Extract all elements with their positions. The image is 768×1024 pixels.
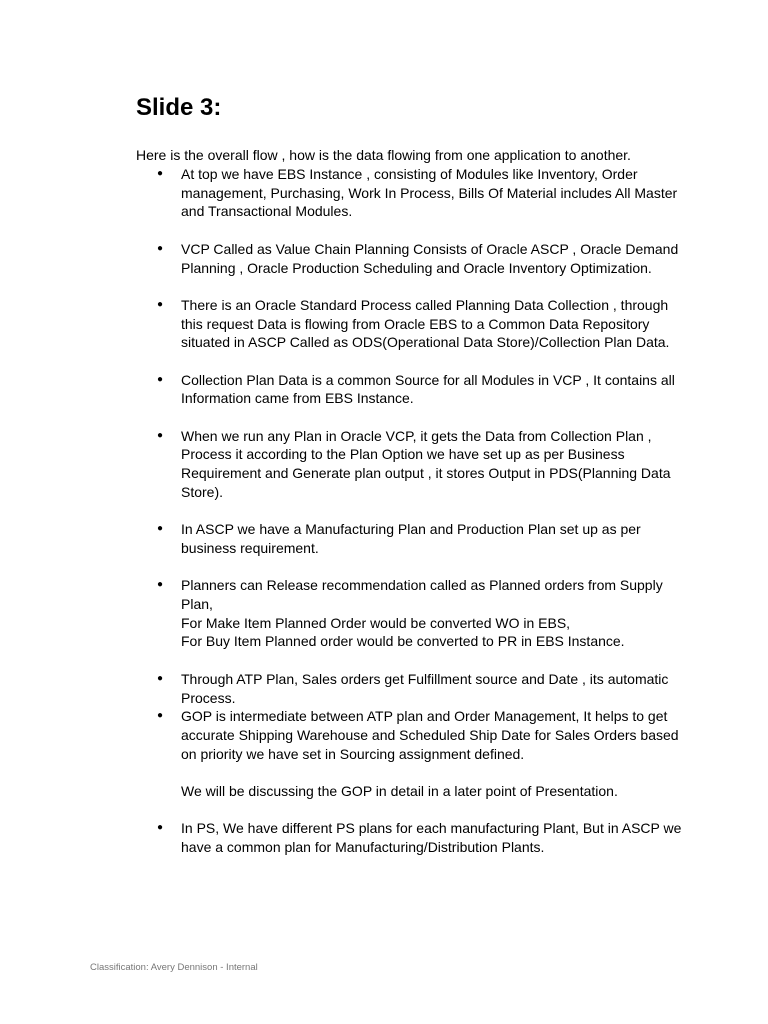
bullet-text: For Buy Item Planned order would be converted to PR in EBS Instance. [181,633,625,650]
bullet-ps-plans [136,819,686,856]
classification-footer: Classification: Avery Dennison - Internal [90,962,258,973]
bullet-data-collection [136,296,686,352]
intro-text: Here is the overall flow , how is the data flowing from one application to another. [136,147,631,163]
bullet-gop [136,707,686,763]
bullet-text: ● When we run any Plan in Oracle VCP, it gets the Data from Collection Plan , Process it according to the Plan Option we have set up as per Business Requirement and Generate plan output , it stores Output in PDS(Planning Data Store). [181,427,671,500]
bullet-ebs-instance [136,165,686,221]
bullet-list [136,165,686,857]
bullet-text: ● There is an Oracle Standard Process called Planning Data Collection , through this request Data is flowing from Oracle EBS to a Common Data Repository situated in ASCP Called as ODS(Operational Data Store)/Collection Plan Data. [181,296,670,351]
bullet-collection-plan [136,371,686,408]
bullet-text: For Make Item Planned Order would be converted WO in EBS, [181,614,571,631]
bullet-atp-plan [136,670,686,707]
bullet-text: ● VCP Called as Value Chain Planning Consists of Oracle ASCP , Oracle Demand Planning , Oracle Production Scheduling and Oracle Inventory Optimization. [181,240,679,276]
bullet-text: ● In ASCP we have a Manufacturing Plan and Production Plan set up as per business requirement. [181,521,641,556]
slide-title: Slide 3: [136,94,222,121]
bullet-text: ● Collection Plan Data is a common Source for all Modules in VCP , It contains all Information came from EBS Instance. [181,371,675,407]
bullet-planners-release [136,576,686,651]
bullet-text: ● Through ATP Plan, Sales orders get Fulfillment source and Date , its automatic Process. [181,670,669,706]
bullet-vcp [136,240,686,277]
bullet-ascp-plans [136,520,686,557]
bullet-text: ● Planners can Release recommendation called as Planned orders from Supply Plan, [181,577,663,613]
bullet-text: ● In PS, We have different PS plans for each manufacturing Plant, But in ASCP we have a common plan for Manufacturing/Distribution Plants. [181,820,682,856]
bullet-run-plan [136,427,686,502]
bullet-text: ● GOP is intermediate between ATP plan and Order Management, It helps to get accurate Shipping Warehouse and Scheduled Ship Date for Sales Orders based on priority we have set in Sourcing assignment defined. [181,708,679,762]
gop-note: We will be discussing the GOP in detail in a later point of Presentation. [181,783,618,800]
bullet-text: ● At top we have EBS Instance , consisting of Modules like Inventory, Order management, Purchasing, Work In Process, Bills Of Material includes All Master and Transactional Modules. [181,166,678,220]
